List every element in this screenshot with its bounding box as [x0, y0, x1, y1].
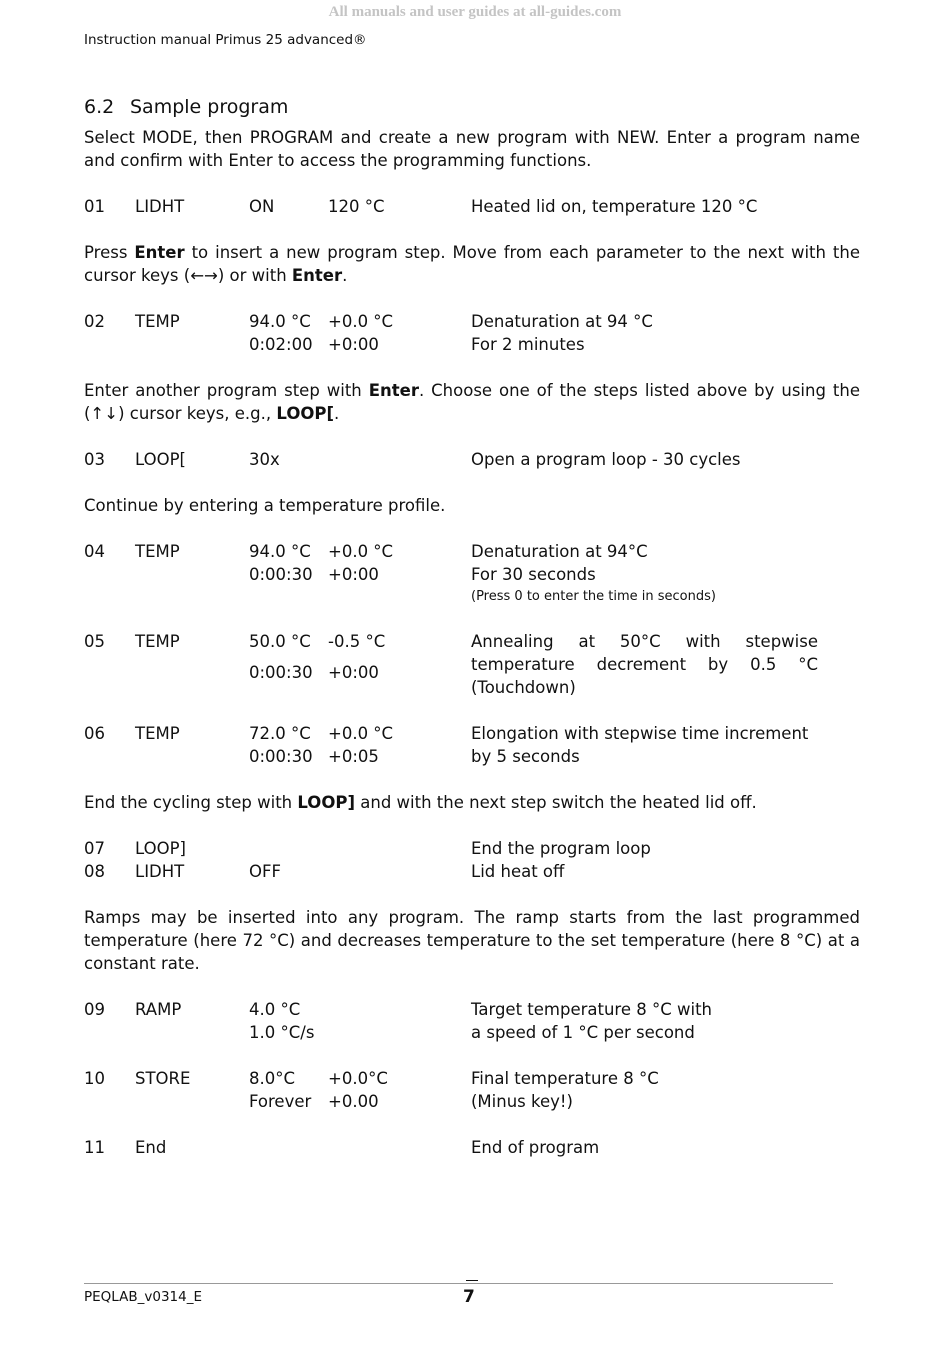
step-description: For 2 minutes	[471, 335, 585, 354]
step-value: 120 °C	[328, 197, 385, 216]
footer-rule	[84, 1283, 833, 1284]
step-description: For 30 seconds	[471, 565, 596, 584]
step-time: 0:00:30	[249, 662, 313, 682]
text: . Choose one of the steps listed above by using the (↑↓) cursor keys, e.g.,	[84, 381, 860, 423]
text: .	[334, 404, 340, 423]
step-description: End of program	[471, 1138, 600, 1157]
program-step-09	[84, 998, 860, 1044]
program-step-08	[84, 860, 860, 883]
step-rate: 1.0 °C/s	[249, 1023, 315, 1042]
section-title: Sample program	[130, 96, 289, 118]
instruction-paragraph	[84, 241, 860, 287]
step-number: 04	[84, 542, 105, 561]
step-description: Elongation with stepwise time increment	[471, 724, 809, 743]
step-description: Denaturation at 94°C	[471, 542, 648, 561]
step-command: End	[135, 1138, 167, 1157]
step-temperature: 4.0 °C	[249, 1000, 301, 1019]
step-command: LOOP]	[135, 839, 186, 858]
step-description: Target temperature 8 °C with	[471, 1000, 713, 1019]
step-value: OFF	[249, 862, 281, 881]
program-step-02	[84, 310, 860, 356]
program-step-01	[84, 195, 860, 218]
step-time-increment: +0:00	[328, 662, 379, 682]
running-header: Instruction manual Primus 25 advanced®	[84, 32, 367, 48]
key-enter: Enter	[291, 266, 343, 285]
step-description: End the program loop	[471, 839, 651, 858]
text: Enter another program step with	[84, 381, 369, 400]
instruction-paragraph: Ramps may be inserted into any program. The ramp starts from the last programmed temperature (here 72 °C) and decreases temperature to the set temperature (here 8 °C) at a constant rate.	[84, 908, 860, 973]
step-increment: +0.0°C	[328, 1069, 388, 1088]
step-command: RAMP	[135, 1000, 182, 1019]
step-description: Lid heat off	[471, 862, 565, 881]
step-description: Open a program loop - 30 cycles	[471, 450, 741, 469]
program-step-05	[84, 630, 860, 699]
step-command: LIDHT	[135, 197, 185, 216]
text: to insert a new program step. Move from each parameter to the next with the cursor keys (←→) or with	[84, 243, 861, 285]
step-number: 11	[84, 1138, 105, 1157]
step-description: a speed of 1 °C per second	[471, 1023, 695, 1042]
step-description: Heated lid on, temperature 120 °C	[471, 197, 758, 216]
step-number: 10	[84, 1069, 105, 1088]
page-body	[84, 96, 860, 1159]
text: and with the next step switch the heated lid off.	[355, 793, 757, 812]
step-number: 06	[84, 724, 105, 743]
loop-command: LOOP[	[276, 404, 335, 423]
step-command: TEMP	[135, 312, 180, 331]
step-time-increment: +0.00	[328, 1092, 379, 1111]
intro-paragraph: Select MODE, then PROGRAM and create a new program with NEW. Enter a program name and confirm with Enter to access the programming functions.	[84, 128, 860, 170]
step-description: Final temperature 8 °C	[471, 1069, 659, 1088]
step-temperature: 8.0°C	[249, 1069, 296, 1088]
step-number: 01	[84, 197, 105, 216]
step-temperature: 94.0 °C	[249, 312, 311, 331]
instruction-paragraph: Continue by entering a temperature profile.	[84, 496, 446, 515]
watermark: All manuals and user guides at all-guides.com	[328, 4, 622, 20]
key-enter: Enter	[368, 381, 419, 400]
step-command: LIDHT	[135, 862, 185, 881]
step-command: TEMP	[135, 632, 180, 651]
step-number: 02	[84, 312, 105, 331]
program-step-10	[84, 1067, 860, 1113]
step-note: (Press 0 to enter the time in seconds)	[471, 589, 716, 604]
step-increment: -0.5 °C	[328, 632, 386, 651]
step-description: Denaturation at 94 °C	[471, 312, 653, 331]
step-number: 08	[84, 862, 105, 881]
program-step-03	[84, 448, 860, 471]
step-increment: +0.0 °C	[328, 724, 394, 743]
section-number: 6.2	[84, 96, 115, 118]
step-time-increment: +0:05	[328, 747, 379, 766]
instruction-paragraph	[84, 379, 860, 425]
step-command: LOOP[	[135, 450, 186, 469]
step-description: (Minus key!)	[471, 1092, 573, 1111]
step-value: ON	[249, 197, 275, 216]
step-increment: +0.0 °C	[328, 542, 394, 561]
section-heading	[84, 96, 860, 118]
step-temperature: 72.0 °C	[249, 724, 311, 743]
program-step-07	[84, 837, 860, 860]
instruction-paragraph	[84, 791, 860, 814]
footer-document-code: PEQLAB_v0314_E	[84, 1289, 202, 1305]
step-temperature: 94.0 °C	[249, 542, 311, 561]
step-cycles: 30x	[249, 450, 280, 469]
program-step-04	[84, 540, 860, 607]
step-number: 07	[84, 839, 105, 858]
step-time-increment: +0:00	[328, 335, 379, 354]
step-command: STORE	[135, 1069, 191, 1088]
key-enter: Enter	[134, 243, 185, 262]
step-time: Forever	[249, 1092, 312, 1111]
step-time-increment: +0:00	[328, 565, 379, 584]
step-time: 0:00:30	[249, 565, 313, 584]
step-increment: +0.0 °C	[328, 312, 394, 331]
step-number: 09	[84, 1000, 105, 1019]
step-command: TEMP	[135, 542, 180, 561]
step-number: 05	[84, 632, 105, 651]
text: .	[342, 266, 348, 285]
step-temperature: 50.0 °C	[249, 632, 311, 651]
step-command: TEMP	[135, 724, 180, 743]
step-time: 0:02:00	[249, 335, 313, 354]
step-description: Annealing at 50°C with stepwise temperature decrement by 0.5 °C (Touchdown)	[471, 632, 818, 697]
program-step-11	[84, 1136, 860, 1159]
step-time: 0:00:30	[249, 747, 313, 766]
text: End the cycling step with	[84, 793, 298, 812]
step-number: 03	[84, 450, 105, 469]
text: Press	[84, 243, 135, 262]
page-number: 7	[463, 1287, 475, 1307]
footer-page-mark	[466, 1280, 478, 1281]
program-step-06	[84, 722, 860, 768]
loop-command: LOOP]	[297, 793, 355, 812]
step-description: by 5 seconds	[471, 747, 580, 766]
